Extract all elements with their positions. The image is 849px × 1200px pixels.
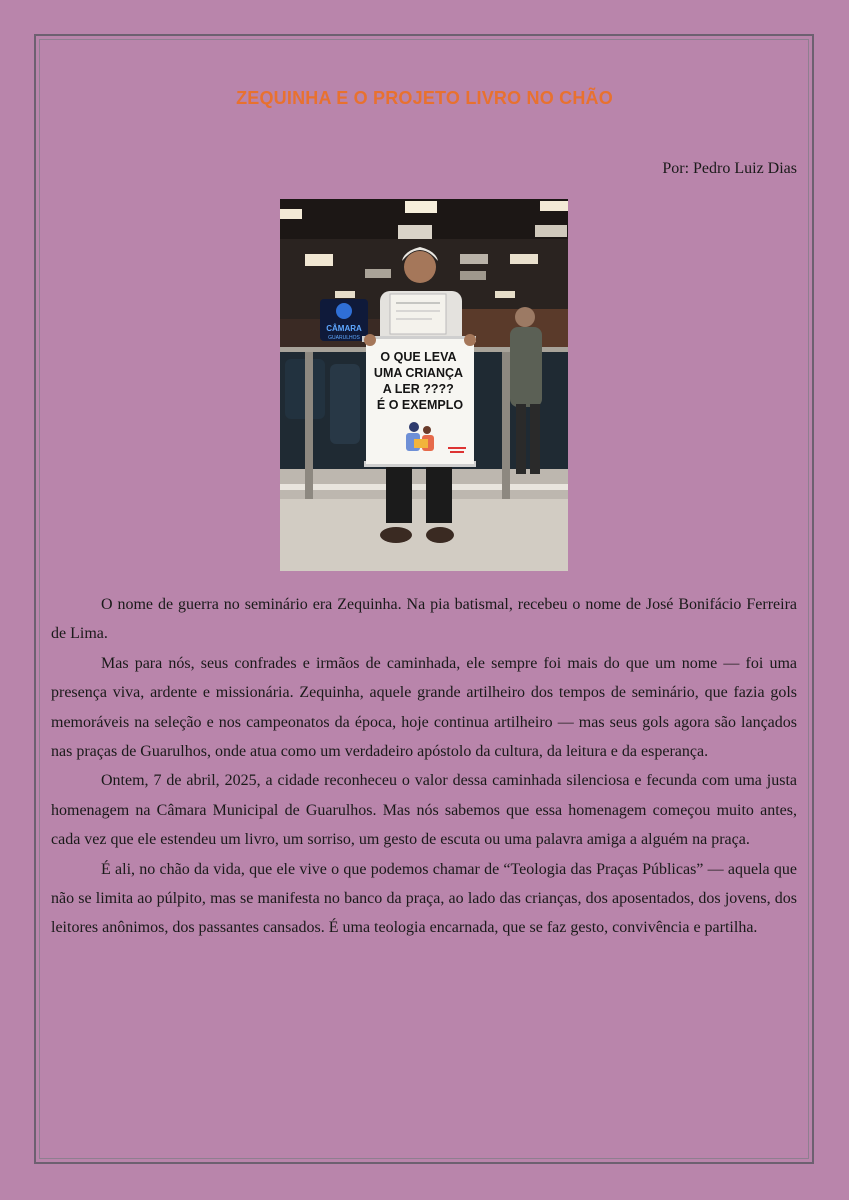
photo-illustration [280, 199, 568, 571]
article-paragraph-2: Mas para nós, seus confrades e irmãos de caminhada, ele sempre foi mais do que um nome — foi uma presença viva, ardente e missionária. Zequinha, aquele grande artilheiro dos tempos de seminário, que fazia gols memoráveis na seleção e nos campeonatos da época, hoje continua artilheiro — mas seus gols agora são lançados nas praças de Guarulhos, onde atua como um verdadeiro apóstolo da cultura, da leitura e da esperança. [51, 654, 797, 761]
article-paragraph-1: O nome de guerra no seminário era Zequinha. Na pia batismal, recebeu o nome de José Bonifácio Ferreira de Lima. [51, 596, 797, 643]
article-paragraph-3: Ontem, 7 de abril, 2025, a cidade reconheceu o valor dessa caminhada silenciosa e fecunda com uma justa homenagem na Câmara Municipal de Guarulhos. Mas nós sabemos que essa homenagem começou muito antes, cada vez que ele estendeu um livro, um sorriso, um gesto de escuta ou uma palavra amiga a alguém na praça. [51, 772, 797, 849]
article-photo [280, 199, 568, 571]
chamber-sign-subtext: GUARULHOS [328, 335, 360, 341]
banner-line-3: A LER ???? [382, 382, 454, 396]
chamber-sign-text: CÂMARA [326, 324, 362, 333]
article-title: ZEQUINHA E O PROJETO LIVRO NO CHÃO [236, 88, 613, 108]
banner-line-2: UMA CRIANÇA [373, 366, 463, 380]
article-byline: Por: Pedro Luiz Dias [662, 160, 797, 177]
banner-line-4: É O EXEMPLO [376, 398, 464, 412]
article-body [51, 590, 797, 943]
article-paragraph-4: É ali, no chão da vida, que ele vive o que podemos chamar de “Teologia das Praças Públicas” — aquela que não se limita ao púlpito, mas se manifesta no banco da praça, ao lado das crianças, dos aposentados, dos jovens, dos leitores anônimos, dos passantes cansados. É uma teologia encarnada, que se faz gesto, convivência e partilha. [51, 860, 797, 937]
banner-line-1: O QUE LEVA [380, 350, 457, 364]
